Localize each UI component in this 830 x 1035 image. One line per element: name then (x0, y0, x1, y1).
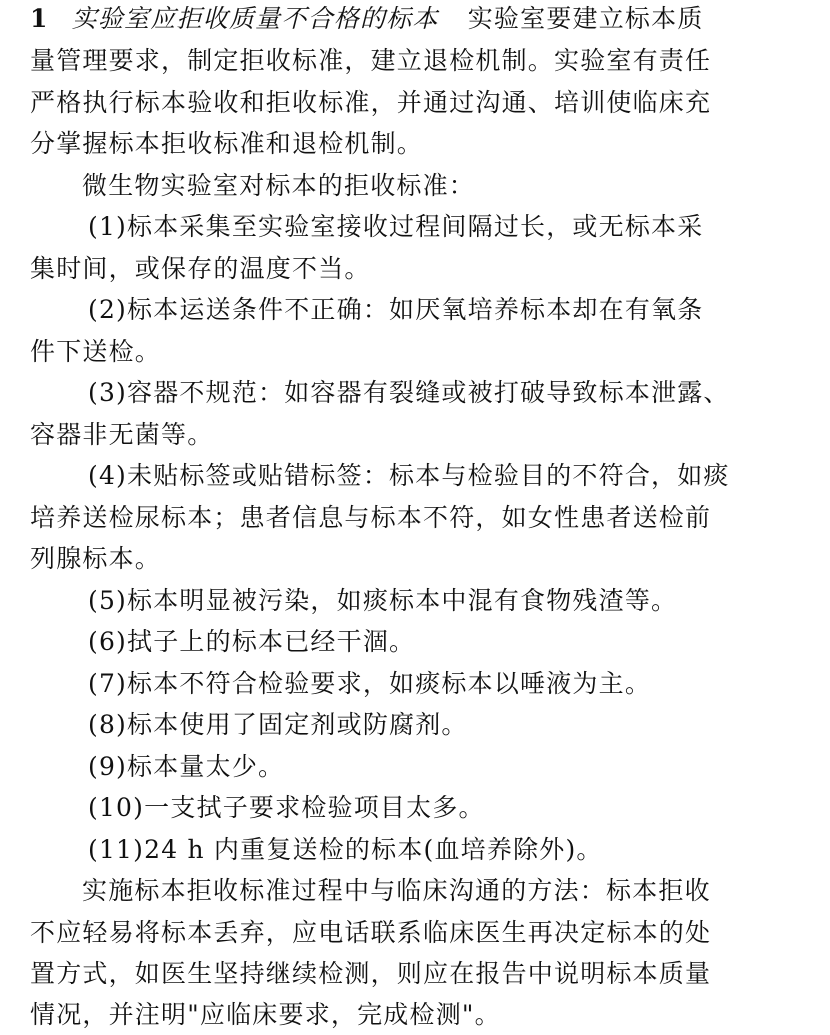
criterion-line: (2)标本运送条件不正确：如厌氧培养标本却在有氧条 (88, 295, 704, 324)
criteria-intro: 微生物实验室对标本的拒收标准： (82, 171, 476, 200)
closing-line: 情况，并注明"应临床要求，完成检测"。 (30, 1000, 501, 1029)
criterion-line: (11)24 h 内重复送检的标本(血培养除外)。 (88, 835, 603, 864)
closing-line: 实施标本拒收标准过程中与临床沟通的方法：标本拒收 (82, 876, 711, 905)
criterion-line: (5)标本明显被污染，如痰标本中混有食物残渣等。 (88, 586, 678, 615)
criterion-line: 集时间，或保存的温度不当。 (30, 254, 371, 283)
closing-line: 不应轻易将标本丢弃，应电话联系临床医生再决定标本的处 (30, 918, 712, 947)
criterion-line: (1)标本采集至实验室接收过程间隔过长，或无标本采 (88, 212, 704, 241)
section-intro-line: 严格执行标本验收和拒收标准，并通过沟通、培训使临床充 (30, 88, 712, 117)
criterion-line: 件下送检。 (30, 337, 162, 366)
criterion-line: (10)一支拭子要求检验项目太多。 (88, 793, 485, 822)
section-intro-line: 分掌握标本拒收标准和退检机制。 (30, 129, 424, 158)
criterion-line: (4)未贴标签或贴错标签：标本与检验目的不符合，如痰 (88, 461, 730, 490)
criterion-line: 培养送检尿标本；患者信息与标本不符，如女性患者送检前 (30, 503, 712, 532)
criterion-line: (6)拭子上的标本已经干涸。 (88, 627, 416, 656)
criterion-line: 列腺标本。 (30, 544, 162, 573)
section-intro-line: 实验室要建立标本质 (467, 4, 704, 33)
section-intro-line: 量管理要求，制定拒收标准，建立退检机制。实验室有责任 (30, 46, 712, 75)
criterion-line: 容器非无菌等。 (30, 420, 214, 449)
section-heading-line (30, 4, 704, 34)
closing-line: 置方式，如医生坚持继续检测，则应在报告中说明标本质量 (30, 959, 712, 988)
criterion-line: (8)标本使用了固定剂或防腐剂。 (88, 710, 468, 739)
criterion-line: (3)容器不规范：如容器有裂缝或被打破导致标本泄露、 (88, 378, 730, 407)
criterion-line: (7)标本不符合检验要求，如痰标本以唾液为主。 (88, 669, 652, 698)
criterion-line: (9)标本量太少。 (88, 752, 285, 781)
section-number: 1 (30, 4, 49, 33)
section-title: 实验室应拒收质量不合格的标本 (71, 4, 439, 33)
